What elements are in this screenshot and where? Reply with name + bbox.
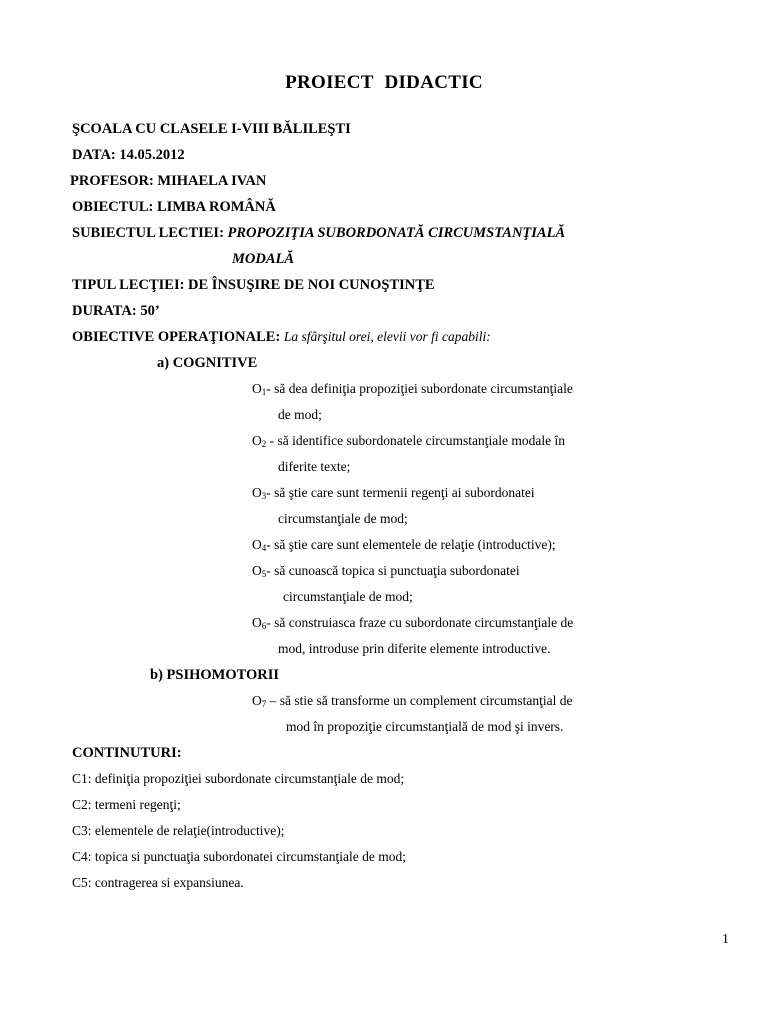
objective-item-continued: diferite texte;	[278, 459, 351, 474]
objective-item-continued: circumstanţiale de mod;	[283, 589, 413, 604]
objective-item-continued: mod în propoziţie circumstanţială de mod şi invers.	[286, 719, 564, 734]
objective-item: $O_6-$ să construiasca fraze cu subordonate circumstanţiale de	[252, 615, 574, 631]
lesson-subject-line	[72, 224, 565, 242]
contents-item: C2: termeni regenţi;	[72, 797, 181, 812]
lesson-type-line: TIPUL LECŢIEI: DE ÎNSUŞIRE DE NOI CUNOŞTINŢE	[72, 277, 435, 293]
page-number: 1	[722, 932, 729, 947]
objective-item-continued: mod, introduse prin diferite elemente introductive.	[278, 641, 551, 656]
document-title: PROIECT DIDACTIC	[285, 72, 483, 93]
date-line: DATA: 14.05.2012	[72, 147, 185, 163]
psychomotor-heading: b) PSIHOMOTORII	[150, 667, 280, 683]
contents-item: C3: elementele de relaţie(introductive);	[72, 823, 285, 838]
contents-item: C5: contragerea si expansiunea.	[72, 875, 244, 890]
objective-item-continued: circumstanţiale de mod;	[278, 511, 408, 526]
objectives-line	[72, 328, 491, 346]
school-line: ŞCOALA CU CLASELE I-VIII BĂLILEŞTI	[72, 121, 351, 137]
objective-item: $O_2$ - să identifice subordonatele circumstanţiale modale în	[252, 433, 566, 449]
contents-item: C1: definiţia propoziţiei subordonate circumstanţiale de mod;	[72, 771, 405, 786]
objective-item: $O_5-$ să cunoască topica si punctuaţia subordonatei	[252, 563, 520, 579]
objective-item: $O_1-$ să dea definiţia propoziţiei subordonate circumstanţiale	[252, 381, 573, 397]
lesson-topic: PROPOZIŢIA SUBORDONATĂ CIRCUMSTANŢIALĂ	[227, 225, 566, 241]
teacher-line: PROFESOR: MIHAELA IVAN	[70, 173, 267, 189]
objectives-label: OBIECTIVE OPERAŢIONALE:	[72, 329, 284, 345]
lesson-subject-label: SUBIECTUL LECTIEI:	[72, 225, 228, 241]
contents-item: C4: topica si punctuaţia subordonatei circumstanţiale de mod;	[72, 849, 407, 864]
objective-item-continued: de mod;	[278, 407, 322, 422]
objectives-intro: La sfârşitul orei, elevii vor fi capabili:	[283, 329, 491, 344]
duration-line: DURATA: 50’	[72, 303, 160, 319]
objective-item: $O_7$ – să stie să transforme un complement circumstanţial de	[252, 693, 573, 709]
objective-item: $O_4-$ să ştie care sunt elementele de relaţie (introductive);	[252, 537, 556, 553]
cognitive-heading: a) COGNITIVE	[157, 355, 258, 371]
objective-item: $O_3-$ să ştie care sunt termenii regenţi ai subordonatei	[252, 485, 535, 501]
subject-line: OBIECTUL: LIMBA ROMÂNĂ	[72, 199, 276, 215]
contents-heading: CONTINUTURI:	[72, 745, 182, 761]
lesson-topic-continued: MODALĂ	[232, 251, 295, 267]
